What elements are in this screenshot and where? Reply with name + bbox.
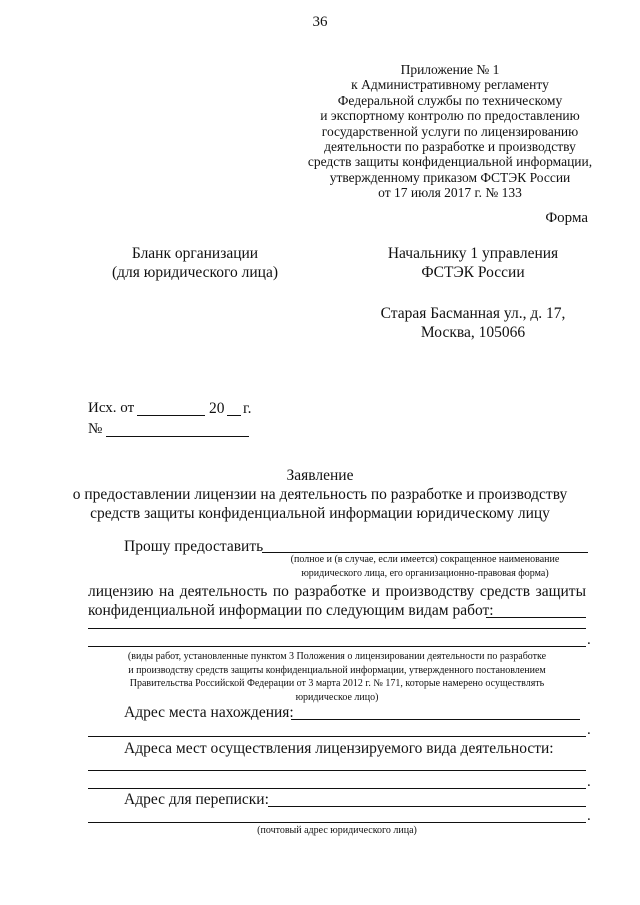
- request-body-line: лицензию на деятельность по разработке и производству средств защиты: [88, 583, 586, 600]
- org-blank-title: Бланк организации: [131, 245, 259, 262]
- outgoing-year-suffix: г.: [243, 400, 252, 417]
- page-number: 36: [312, 14, 328, 30]
- location-address-label: Адрес места нахождения:: [124, 704, 294, 721]
- appendix-line: к Административному регламенту: [351, 77, 549, 93]
- appendix-line: Федеральной службы по техническому: [337, 92, 563, 108]
- activity-addresses-label: Адреса мест осуществления лицензируемого вида деятельности:: [124, 740, 554, 757]
- appendix-line: средств защиты конфиденциальной информации,: [307, 154, 593, 170]
- location-address-period: .: [587, 722, 591, 738]
- statement-title: [60, 466, 580, 523]
- appendix-line: Приложение № 1: [400, 62, 500, 77]
- org-blank-block: [70, 244, 320, 282]
- org-blank-subtitle: (для юридического лица): [112, 264, 278, 281]
- addressee-org: ФСТЭК России: [421, 264, 525, 281]
- outgoing-year-field[interactable]: [227, 415, 241, 416]
- outgoing-date-field[interactable]: [137, 415, 205, 416]
- works-field-period: .: [587, 632, 591, 648]
- outgoing-number-prefix: №: [88, 421, 103, 437]
- addressee-city: Москва, 105066: [420, 324, 526, 341]
- appendix-line: и экспортному контролю по предоставлению: [320, 108, 580, 124]
- works-hint: (виды работ, установленные пунктом 3 Положения о лицензировании деятельности по разработке и производству средств защиты конфиденциальной информации, утвержденного постановлением Правительства Российской Федерации от 3 марта 2012 г. № 171, которые намерено осуществлять юридическое лицо): [127, 651, 547, 703]
- works-field-line[interactable]: [88, 646, 586, 647]
- location-address-field[interactable]: [291, 719, 580, 720]
- outgoing-ref-prefix: Исх. от: [88, 400, 135, 416]
- mail-address-label: Адрес для переписки:: [124, 791, 269, 808]
- mail-address-period: .: [587, 808, 591, 824]
- outgoing-number-field[interactable]: [106, 436, 249, 437]
- addressee-street: Старая Басманная ул., д. 17,: [380, 305, 566, 322]
- form-label: Форма: [545, 210, 588, 226]
- works-field[interactable]: [486, 617, 586, 618]
- location-address-field-line[interactable]: [88, 736, 586, 737]
- request-label: Прошу предоставить: [124, 538, 264, 555]
- mail-address-field[interactable]: [268, 806, 586, 807]
- activity-addresses-field-line[interactable]: [88, 788, 586, 789]
- statement-heading: Заявление: [286, 467, 354, 484]
- mail-address-field-line[interactable]: [88, 822, 586, 823]
- applicant-name-hint: (полное и (в случае, если имеется) сокращенное наименование юридического лица, его организационно-правовая форма): [290, 554, 560, 579]
- outgoing-year-prefix: 20: [209, 400, 225, 417]
- activity-addresses-field-line[interactable]: [88, 770, 586, 771]
- appendix-line: деятельности по разработке и производству: [324, 139, 576, 155]
- activity-addresses-period: .: [587, 774, 591, 790]
- appendix-block: [300, 62, 600, 201]
- addressee-block: [348, 244, 598, 342]
- addressee-position: Начальнику 1 управления: [387, 245, 559, 262]
- statement-subtitle-line: средств защиты конфиденциальной информации юридическому лицу: [90, 505, 550, 522]
- appendix-line: утвержденному приказом ФСТЭК России: [329, 169, 571, 185]
- request-body-line: конфиденциальной информации по следующим видам работ:: [88, 602, 494, 619]
- works-field-line[interactable]: [88, 628, 586, 629]
- appendix-line: государственной услуги по лицензированию: [321, 123, 579, 139]
- statement-subtitle-line: о предоставлении лицензии на деятельность по разработке и производству: [72, 486, 568, 503]
- appendix-line: от 17 июля 2017 г. № 133: [378, 185, 522, 201]
- mail-address-hint: (почтовый адрес юридического лица): [257, 825, 417, 836]
